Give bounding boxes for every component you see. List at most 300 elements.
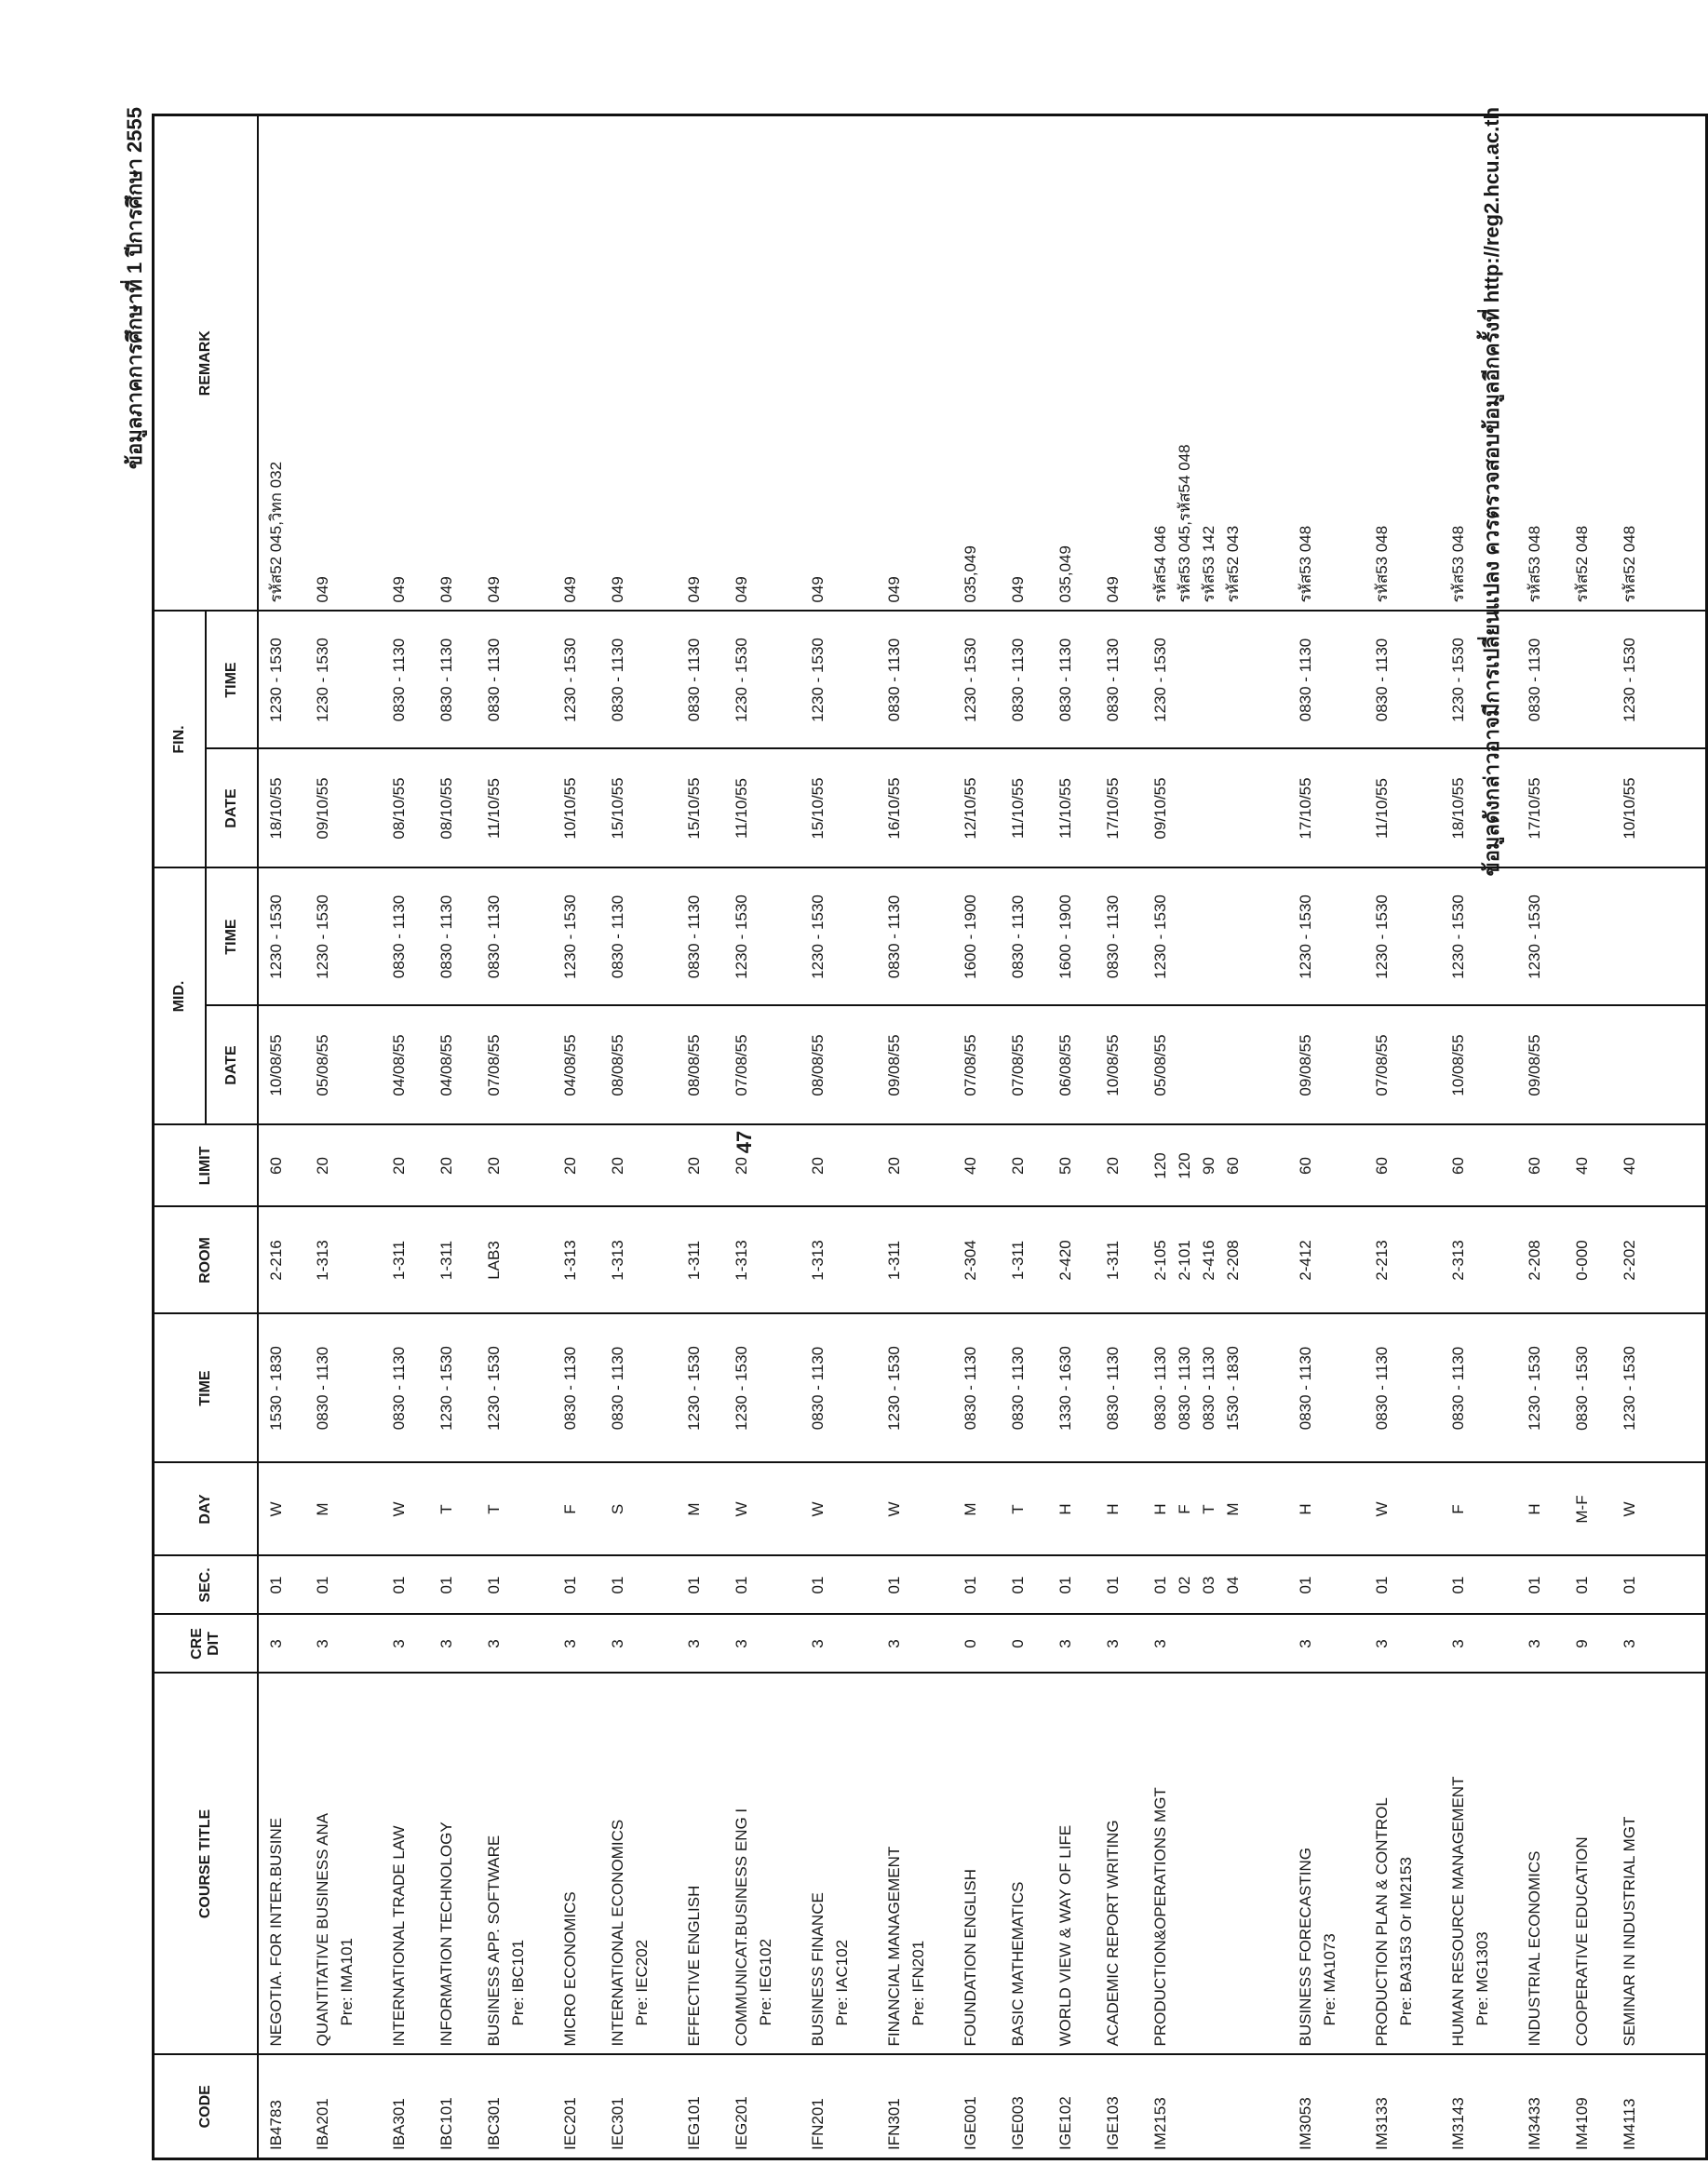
day bbox=[477, 1463, 553, 1556]
mid-time-text: 1230 - 1530 bbox=[1525, 894, 1543, 979]
fin-time bbox=[953, 612, 1001, 749]
fin-date-text: 10/10/55 bbox=[1620, 777, 1638, 840]
footer-note bbox=[1475, 107, 1503, 2164]
room-value: 1-311 bbox=[1008, 1240, 1027, 1281]
remark-value: 035,049 bbox=[961, 545, 979, 603]
fin-time bbox=[553, 612, 600, 749]
mid-date-text: 10/08/55 bbox=[266, 1034, 285, 1096]
course-code-text: IBA301 bbox=[389, 2098, 408, 2150]
limit-value: 20 bbox=[732, 1157, 750, 1175]
mid-date bbox=[1365, 1006, 1441, 1125]
remark bbox=[477, 115, 553, 612]
room bbox=[800, 1207, 877, 1314]
course-title bbox=[1048, 1674, 1096, 2055]
remark bbox=[429, 115, 477, 612]
mid-date-text: 07/08/55 bbox=[732, 1034, 750, 1096]
course-code bbox=[1048, 2055, 1096, 2159]
mid-date-text: 07/08/55 bbox=[484, 1034, 503, 1096]
credit-text: 3 bbox=[1103, 1639, 1122, 1648]
fin-date-text: 18/10/55 bbox=[266, 777, 285, 840]
mid-date bbox=[553, 1006, 600, 1125]
fin-time bbox=[305, 612, 382, 749]
fin-date-text: 08/10/55 bbox=[389, 777, 408, 840]
class-time bbox=[1517, 1314, 1565, 1463]
mid-time bbox=[553, 868, 600, 1006]
fin-time bbox=[800, 612, 877, 749]
fin-date bbox=[1565, 749, 1612, 868]
course-title-text: WORLD VIEW & WAY OF LIFE bbox=[1056, 1824, 1074, 2047]
limit-value: 20 bbox=[884, 1157, 903, 1175]
remark-value: 049 bbox=[608, 576, 626, 603]
section bbox=[429, 1556, 477, 1615]
remark-value: 049 bbox=[1103, 576, 1122, 603]
remark bbox=[1096, 115, 1143, 612]
day-value: W bbox=[266, 1501, 285, 1517]
class-time-value: 1230 - 1530 bbox=[1525, 1346, 1543, 1431]
course-code-text: IGE001 bbox=[961, 2096, 979, 2150]
limit bbox=[1096, 1125, 1143, 1207]
section-value: 01 bbox=[1103, 1576, 1122, 1594]
course-code-text: IBA201 bbox=[313, 2098, 331, 2150]
course-code bbox=[600, 2055, 677, 2159]
class-time-value: 0830 - 1130 bbox=[1103, 1346, 1122, 1431]
page-number: 47 bbox=[733, 1130, 756, 1154]
limit bbox=[1565, 1125, 1612, 1207]
course-code bbox=[1143, 2055, 1288, 2159]
fin-time bbox=[600, 612, 677, 749]
mid-date-text: 04/08/55 bbox=[437, 1034, 455, 1096]
col-fin: FIN. bbox=[154, 612, 206, 868]
day-value: T bbox=[1008, 1504, 1027, 1514]
fin-time-text: 0830 - 1130 bbox=[1103, 638, 1122, 722]
class-time bbox=[382, 1314, 429, 1463]
credit bbox=[477, 1615, 553, 1674]
mid-date-text: 05/08/55 bbox=[313, 1034, 331, 1096]
class-time bbox=[877, 1314, 953, 1463]
limit-value: 40 bbox=[1572, 1157, 1591, 1175]
fin-time-text: 1230 - 1530 bbox=[732, 638, 750, 722]
table-row bbox=[953, 115, 1001, 2159]
table-row bbox=[258, 115, 305, 2159]
limit-value: 50 bbox=[1056, 1157, 1074, 1175]
class-time-value: 1530 - 1830 bbox=[1223, 1346, 1242, 1431]
limit-value: 120 bbox=[1150, 1152, 1169, 1179]
credit bbox=[1001, 1615, 1048, 1674]
course-code bbox=[258, 2055, 305, 2159]
fin-date bbox=[1365, 749, 1441, 868]
course-code bbox=[800, 2055, 877, 2159]
mid-date bbox=[305, 1006, 382, 1125]
day bbox=[1612, 1463, 1660, 1556]
fin-time-text: 1230 - 1530 bbox=[961, 638, 979, 722]
mid-date bbox=[1612, 1006, 1660, 1125]
course-title-text: INFORMATION TECHNOLOGY bbox=[437, 1822, 455, 2047]
section-value: 01 bbox=[608, 1576, 626, 1594]
class-time bbox=[1565, 1314, 1612, 1463]
limit bbox=[477, 1125, 553, 1207]
mid-date-text: 08/08/55 bbox=[684, 1034, 703, 1096]
table-row bbox=[1001, 115, 1048, 2159]
mid-date-text: 07/08/55 bbox=[1008, 1034, 1027, 1096]
credit-text: 3 bbox=[808, 1639, 827, 1648]
mid-time bbox=[677, 868, 724, 1006]
fin-date bbox=[305, 749, 382, 868]
room bbox=[258, 1207, 305, 1314]
mid-date-text: 10/08/55 bbox=[1103, 1034, 1122, 1096]
section-value: 01 bbox=[560, 1576, 579, 1594]
course-code-text: IFN201 bbox=[808, 2098, 827, 2150]
credit-text: 3 bbox=[313, 1639, 331, 1648]
col-remark: REMARK bbox=[154, 115, 258, 612]
day bbox=[1365, 1463, 1441, 1556]
class-time-value: 0830 - 1130 bbox=[808, 1346, 827, 1431]
remark-value: 049 bbox=[1008, 576, 1027, 603]
empty-cell bbox=[1660, 612, 1707, 749]
table-filler-row bbox=[1660, 115, 1707, 2159]
credit-text: 3 bbox=[484, 1639, 503, 1648]
class-time bbox=[724, 1314, 800, 1463]
mid-time bbox=[724, 868, 800, 1006]
day bbox=[953, 1463, 1001, 1556]
fin-date bbox=[724, 749, 800, 868]
remark-value: รหัส53 142 bbox=[1199, 525, 1217, 603]
limit bbox=[677, 1125, 724, 1207]
remark-value: รหัส54 046 bbox=[1150, 525, 1169, 603]
mid-time bbox=[1096, 868, 1143, 1006]
class-time-value: 0830 - 1130 bbox=[1448, 1346, 1467, 1431]
course-code bbox=[1288, 2055, 1365, 2159]
fin-time bbox=[429, 612, 477, 749]
limit bbox=[724, 1125, 800, 1207]
section-value: 01 bbox=[437, 1576, 455, 1594]
day bbox=[429, 1463, 477, 1556]
course-title bbox=[429, 1674, 477, 2055]
room-value: 2-213 bbox=[1372, 1240, 1391, 1281]
credit bbox=[1517, 1615, 1565, 1674]
col-room: ROOM bbox=[154, 1207, 258, 1314]
day-value: H bbox=[1056, 1503, 1074, 1515]
fin-date bbox=[553, 749, 600, 868]
day-value: F bbox=[560, 1504, 579, 1514]
mid-date bbox=[1565, 1006, 1612, 1125]
table-row bbox=[1565, 115, 1612, 2159]
section bbox=[1096, 1556, 1143, 1615]
limit bbox=[1288, 1125, 1365, 1207]
credit bbox=[305, 1615, 382, 1674]
class-time-value: 0830 - 1130 bbox=[1199, 1346, 1217, 1431]
fin-time bbox=[1565, 612, 1612, 749]
section-value: 01 bbox=[808, 1576, 827, 1594]
room bbox=[1048, 1207, 1096, 1314]
course-code-text: IM3053 bbox=[1296, 2097, 1314, 2150]
course-title-text: COOPERATIVE EDUCATION bbox=[1572, 1836, 1591, 2047]
class-time bbox=[429, 1314, 477, 1463]
course-title bbox=[258, 1674, 305, 2055]
day bbox=[677, 1463, 724, 1556]
fin-time-text: 0830 - 1130 bbox=[1296, 638, 1314, 722]
room-value: 2-208 bbox=[1525, 1240, 1543, 1281]
mid-time-text: 1230 - 1530 bbox=[266, 894, 285, 979]
room-value: 2-105 bbox=[1150, 1240, 1169, 1281]
mid-date bbox=[877, 1006, 953, 1125]
fin-time-text: 0830 - 1130 bbox=[389, 638, 408, 722]
day-value: T bbox=[1199, 1504, 1217, 1514]
day bbox=[1096, 1463, 1143, 1556]
mid-date-text: 06/08/55 bbox=[1056, 1034, 1074, 1096]
mid-time-text: 0830 - 1130 bbox=[1008, 894, 1027, 979]
limit bbox=[1143, 1125, 1288, 1207]
fin-time-text: 1230 - 1530 bbox=[1620, 638, 1638, 722]
col-mid: MID. bbox=[154, 868, 206, 1125]
section-value: 01 bbox=[313, 1576, 331, 1594]
remark bbox=[1612, 115, 1660, 612]
credit bbox=[800, 1615, 877, 1674]
fin-date-text: 11/10/55 bbox=[484, 778, 503, 839]
col-course-title: COURSE TITLE bbox=[154, 1674, 258, 2055]
credit-text: 3 bbox=[437, 1639, 455, 1648]
mid-date bbox=[677, 1006, 724, 1125]
section-value: 01 bbox=[484, 1576, 503, 1594]
mid-time bbox=[258, 868, 305, 1006]
course-code-text: IBC101 bbox=[437, 2097, 455, 2150]
class-time bbox=[258, 1314, 305, 1463]
mid-date-text: 04/08/55 bbox=[560, 1034, 579, 1096]
limit bbox=[600, 1125, 677, 1207]
empty-cell bbox=[1660, 1207, 1707, 1314]
section-value: 01 bbox=[1372, 1576, 1391, 1594]
remark bbox=[800, 115, 877, 612]
prerequisite-text: Pre: IBC101 bbox=[508, 1939, 527, 2026]
mid-time-text: 1600 - 1900 bbox=[961, 894, 979, 979]
limit-value: 90 bbox=[1199, 1157, 1217, 1175]
course-title-text: BUSINESS FORECASTING bbox=[1296, 1848, 1314, 2047]
credit bbox=[1612, 1615, 1660, 1674]
fin-date-text: 09/10/55 bbox=[1150, 777, 1169, 840]
fin-date bbox=[258, 749, 305, 868]
class-time bbox=[953, 1314, 1001, 1463]
mid-time-text: 1230 - 1530 bbox=[1296, 894, 1314, 979]
room bbox=[1096, 1207, 1143, 1314]
fin-date-text: 11/10/55 bbox=[1008, 778, 1027, 839]
mid-date-text: 05/08/55 bbox=[1150, 1034, 1169, 1096]
mid-date bbox=[724, 1006, 800, 1125]
table-row bbox=[600, 115, 677, 2159]
table-row bbox=[382, 115, 429, 2159]
mid-time bbox=[800, 868, 877, 1006]
course-title-text: INTERNATIONAL TRADE LAW bbox=[389, 1825, 408, 2047]
day-value: F bbox=[1448, 1504, 1467, 1514]
class-time bbox=[1096, 1314, 1143, 1463]
course-title-text: HUMAN RESOURCE MANAGEMENT bbox=[1448, 1776, 1467, 2047]
credit bbox=[1365, 1615, 1441, 1674]
day-value: T bbox=[437, 1504, 455, 1514]
day bbox=[1001, 1463, 1048, 1556]
class-time-value: 0830 - 1130 bbox=[1296, 1346, 1314, 1431]
class-time-value: 1330 - 1630 bbox=[1056, 1346, 1074, 1431]
mid-time bbox=[1365, 868, 1441, 1006]
section bbox=[477, 1556, 553, 1615]
course-code bbox=[1565, 2055, 1612, 2159]
section bbox=[1565, 1556, 1612, 1615]
remark bbox=[258, 115, 305, 612]
fin-date-text: 10/10/55 bbox=[560, 777, 579, 840]
course-title bbox=[1143, 1674, 1288, 2055]
mid-time bbox=[1612, 868, 1660, 1006]
day-value: W bbox=[884, 1501, 903, 1517]
limit bbox=[1365, 1125, 1441, 1207]
course-code bbox=[677, 2055, 724, 2159]
mid-time-text: 1230 - 1530 bbox=[1372, 894, 1391, 979]
remark bbox=[1517, 115, 1565, 612]
remark bbox=[953, 115, 1001, 612]
table-row bbox=[1143, 115, 1288, 2159]
table-row bbox=[677, 115, 724, 2159]
day bbox=[877, 1463, 953, 1556]
mid-time-text: 0830 - 1130 bbox=[437, 894, 455, 979]
mid-time-text: 1600 - 1900 bbox=[1056, 894, 1074, 979]
room bbox=[953, 1207, 1001, 1314]
remark-value: 035,049 bbox=[1056, 545, 1074, 603]
day bbox=[724, 1463, 800, 1556]
mid-date-text: 10/08/55 bbox=[1448, 1034, 1467, 1096]
remark-value: 049 bbox=[808, 576, 827, 603]
day bbox=[553, 1463, 600, 1556]
mid-date-text: 08/08/55 bbox=[608, 1034, 626, 1096]
class-time-value: 0830 - 1130 bbox=[1175, 1346, 1193, 1431]
fin-date-text: 12/10/55 bbox=[961, 777, 979, 840]
course-code-text: IGE102 bbox=[1056, 2096, 1074, 2150]
fin-time bbox=[877, 612, 953, 749]
fin-date bbox=[877, 749, 953, 868]
class-time-value: 0830 - 1130 bbox=[560, 1346, 579, 1431]
remark bbox=[1365, 115, 1441, 612]
mid-date-text: 07/08/55 bbox=[961, 1034, 979, 1096]
course-code-text: IB4783 bbox=[266, 2100, 285, 2150]
fin-date-text: 17/10/55 bbox=[1525, 777, 1543, 840]
mid-date-text: 09/08/55 bbox=[1296, 1034, 1314, 1096]
day-value: H bbox=[1150, 1503, 1169, 1515]
class-time-value: 0830 - 1130 bbox=[389, 1346, 408, 1431]
day-value: H bbox=[1525, 1503, 1543, 1515]
class-time bbox=[1048, 1314, 1096, 1463]
mid-time-text: 0830 - 1130 bbox=[684, 894, 703, 979]
empty-cell bbox=[1660, 1125, 1707, 1207]
credit-text: 3 bbox=[1372, 1639, 1391, 1648]
course-title-text: BUSINESS APP. SOFTWARE bbox=[484, 1835, 503, 2047]
section-value: 01 bbox=[1150, 1576, 1169, 1594]
limit bbox=[877, 1125, 953, 1207]
section-value: 01 bbox=[1525, 1576, 1543, 1594]
course-code-text: IFN301 bbox=[884, 2098, 903, 2150]
fin-time-text: 1230 - 1530 bbox=[266, 638, 285, 722]
room bbox=[305, 1207, 382, 1314]
empty-cell bbox=[1660, 1314, 1707, 1463]
fin-date-text: 15/10/55 bbox=[684, 777, 703, 840]
class-time-value: 1230 - 1530 bbox=[884, 1346, 903, 1431]
day-value: M bbox=[961, 1502, 979, 1516]
mid-time-text: 1230 - 1530 bbox=[1448, 894, 1467, 979]
fin-time-text: 0830 - 1130 bbox=[1525, 638, 1543, 722]
course-code-text: IM4109 bbox=[1572, 2097, 1591, 2150]
room-value: 1-311 bbox=[884, 1240, 903, 1281]
mid-time-text: 1230 - 1530 bbox=[313, 894, 331, 979]
course-title-text: PRODUCTION&OPERATIONS MGT bbox=[1150, 1787, 1169, 2047]
table-row bbox=[800, 115, 877, 2159]
credit-text: 3 bbox=[1620, 1639, 1638, 1648]
day-value: W bbox=[732, 1501, 750, 1517]
course-code-text: IGE103 bbox=[1103, 2096, 1122, 2150]
limit-value: 120 bbox=[1175, 1152, 1193, 1179]
mid-time bbox=[305, 868, 382, 1006]
mid-date bbox=[1001, 1006, 1048, 1125]
course-code-text: IM3143 bbox=[1448, 2097, 1467, 2150]
course-title bbox=[1288, 1674, 1365, 2055]
fin-date bbox=[1288, 749, 1365, 868]
fin-date-text: 11/10/55 bbox=[1372, 778, 1391, 839]
limit-value: 60 bbox=[1372, 1157, 1391, 1175]
limit-value: 60 bbox=[1223, 1157, 1242, 1175]
course-title-text: BASIC MATHEMATICS bbox=[1008, 1881, 1027, 2047]
fin-time-text: 0830 - 1130 bbox=[1056, 638, 1074, 722]
fin-date-text: 15/10/55 bbox=[608, 777, 626, 840]
course-title-text: PRODUCTION PLAN & CONTROL bbox=[1372, 1797, 1391, 2047]
room-value: 1-311 bbox=[1103, 1240, 1122, 1281]
credit bbox=[1048, 1615, 1096, 1674]
footer-note-text: ข้อมูลดังกล่าวอาจมีการเปลี่ยนแปลง ควรตรวจสอบข้อมูลอีกครั้งที่ http://reg2.hcu.ac.th bbox=[1480, 107, 1503, 877]
limit-value: 60 bbox=[266, 1157, 285, 1175]
col-sec: SEC. bbox=[154, 1556, 258, 1615]
day-value: H bbox=[1103, 1503, 1122, 1515]
remark bbox=[724, 115, 800, 612]
fin-date bbox=[1001, 749, 1048, 868]
table-row bbox=[553, 115, 600, 2159]
fin-date bbox=[1612, 749, 1660, 868]
remark-value: 049 bbox=[884, 576, 903, 603]
col-limit: LIMIT bbox=[154, 1125, 258, 1207]
remark-value: 049 bbox=[732, 576, 750, 603]
day bbox=[1517, 1463, 1565, 1556]
class-time-value: 0830 - 1130 bbox=[1372, 1346, 1391, 1431]
limit bbox=[1517, 1125, 1565, 1207]
day-value: M bbox=[684, 1502, 703, 1516]
fin-time-text: 0830 - 1130 bbox=[684, 638, 703, 722]
remark-value: รหัส52 048 bbox=[1620, 525, 1638, 603]
section bbox=[953, 1556, 1001, 1615]
room bbox=[1517, 1207, 1565, 1314]
course-title bbox=[305, 1674, 382, 2055]
section-value: 01 bbox=[961, 1576, 979, 1594]
course-code-text: IGE003 bbox=[1008, 2096, 1027, 2150]
fin-date-text: 17/10/55 bbox=[1296, 777, 1314, 840]
course-code bbox=[1517, 2055, 1565, 2159]
day bbox=[382, 1463, 429, 1556]
col-mid-time: TIME bbox=[206, 868, 258, 1006]
course-code-text: IM2153 bbox=[1150, 2097, 1169, 2150]
room bbox=[1365, 1207, 1441, 1314]
fin-time bbox=[1612, 612, 1660, 749]
class-time bbox=[1001, 1314, 1048, 1463]
course-title-text: ACADEMIC REPORT WRITING bbox=[1103, 1820, 1122, 2047]
course-code-text: IM3433 bbox=[1525, 2097, 1543, 2150]
prerequisite-text: Pre: IEC202 bbox=[632, 1939, 651, 2026]
remark-value: รหัส53 048 bbox=[1296, 525, 1314, 603]
mid-time bbox=[429, 868, 477, 1006]
mid-date-text: 07/08/55 bbox=[1372, 1034, 1391, 1096]
mid-time bbox=[1048, 868, 1096, 1006]
fin-date-text: 15/10/55 bbox=[808, 777, 827, 840]
day-value: M bbox=[313, 1502, 331, 1516]
class-time bbox=[1288, 1314, 1365, 1463]
